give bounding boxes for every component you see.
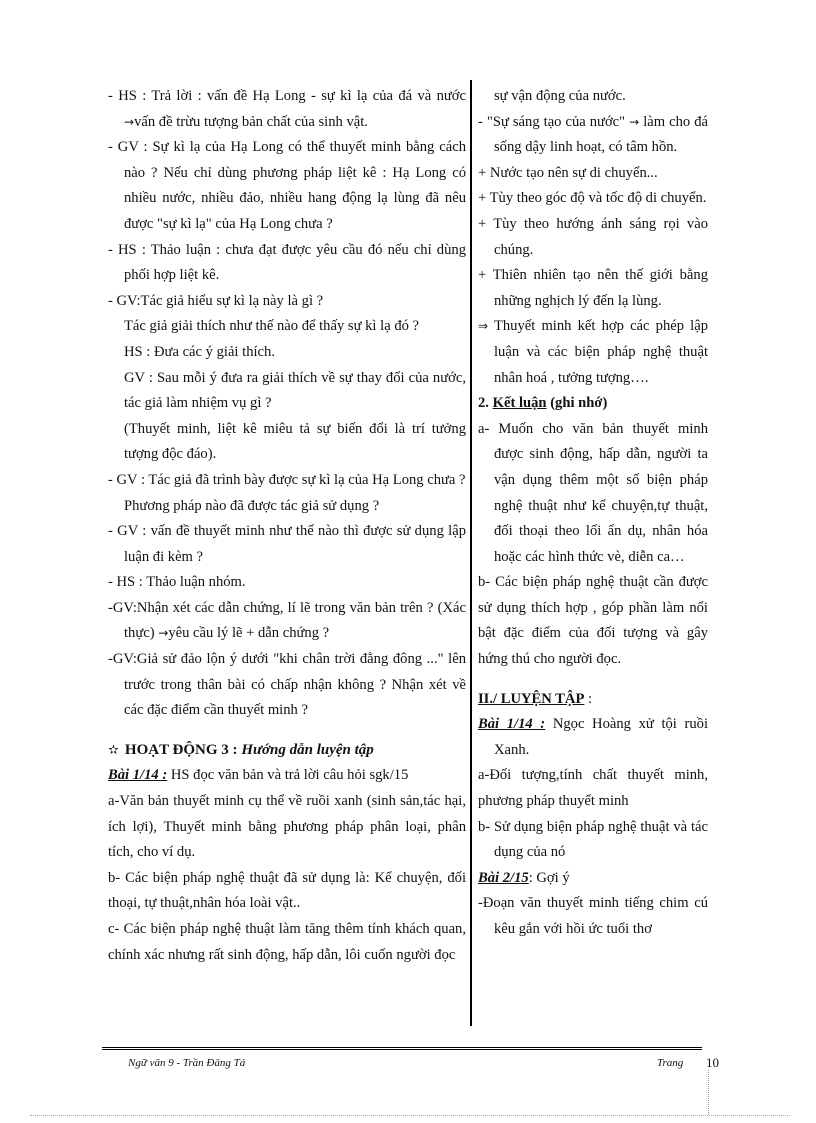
left-line-10: Phương pháp nào đã được tác giả sử dụng ?	[124, 497, 380, 514]
conclusion-b: b- Các biện pháp nghệ thuật cần được sử dụng thích hợp , góp phần làm nổi bật đặc điểm của đối tượng và gây hứng thú cho người đọc.	[478, 574, 708, 668]
left-line-14: -GV:Giả sử đảo lộn ý dưới "khi chân trời đằng đông ..." lên trước trong thân bài có chấp nhận không ? Nhận xét về các đặc điểm cần thuyết minh ?	[108, 651, 466, 719]
right-line-1: sự vận động của nước.	[494, 88, 626, 104]
left-line-13: -GV:Nhận xét các dẫn chứng, lí lẽ trong văn bản trên ? (Xác thực) →yêu cầu lý lẽ + dẫn chứng ?	[108, 599, 466, 642]
left-line-2: - GV : Sự kì lạ của Hạ Long có thể thuyết minh bằng cách nào ? Nếu chỉ dùng phương pháp liệt kê : Hạ Long có nhiều nước, nhiều đảo, nhiều hang động lạ lùng đã nêu được "sự kì lạ" của Hạ Long chưa ?	[108, 139, 466, 232]
left-exercise-item-a: a-Văn bản thuyết minh cụ thể về ruồi xanh (sinh sản,tác hại, ích lợi), Thuyết minh bằng phương pháp phân loại, phân tích, cho ví dụ.	[108, 793, 466, 861]
left-line-4: - GV:Tác giả hiểu sự kì lạ này là gì ?	[108, 292, 324, 309]
right-exercise-1-b: b- Sử dụng biện pháp nghệ thuật và tác dụng của nó	[478, 818, 708, 861]
right-line-4: + Tùy theo góc độ và tốc độ di chuyển.	[478, 190, 707, 207]
right-column	[478, 84, 708, 943]
left-line-3: - HS : Thảo luận : chưa đạt được yêu cầu đó nếu chỉ dùng phối hợp liệt kê.	[108, 241, 466, 284]
column-divider	[470, 80, 472, 1026]
left-line-1: - HS : Trả lời : vấn đề Hạ Long - sự kì lạ của đá và nước →vấn đề trừu tượng bản chất của sinh vật.	[108, 88, 466, 130]
right-line-5: + Tùy theo hướng ánh sáng rọi vào chúng.	[478, 215, 708, 258]
right-line-2: - "Sự sáng tạo của nước" → làm cho đá sống dậy linh hoạt, có tâm hồn.	[478, 113, 709, 156]
right-arrow-icon: →	[124, 114, 135, 129]
left-exercise-item-c: c- Các biện pháp nghệ thuật làm tăng thêm tính khách quan, chính xác nhưng rất sinh động, hấp dẫn, lôi cuốn người đọc	[108, 921, 466, 963]
star-icon: ✫	[108, 742, 119, 758]
left-exercise-1: Bài 1/14 : HS đọc văn bản và trả lời câu hỏi sgk/15	[108, 767, 409, 784]
activity-heading: ✫ HOẠT ĐỘNG 3 : Hướng dẫn luyện tập	[108, 741, 374, 758]
conclusion-heading: 2. Kết luận (ghi nhớ)	[478, 395, 608, 412]
page-margin-marker	[708, 1070, 709, 1115]
footer-rule	[102, 1047, 702, 1050]
page-bottom-edge	[30, 1115, 790, 1116]
practice-heading: II./ LUYỆN TẬP :	[478, 690, 593, 707]
right-exercise-2-line: -Đoạn văn thuyết minh tiếng chim cú kêu gắn với hồi ức tuổi thơ	[478, 895, 708, 937]
left-line-6: HS : Đưa các ý giải thích.	[124, 343, 275, 360]
conclusion-a: a- Muốn cho văn bản thuyết minh được sinh động, hấp dẫn, người ta vận dụng thêm một số biện pháp nghệ thuật như kể chuyện,tự thuật, đối thoại theo lối ẩn dụ, nhân hóa hoặc các hình thức vè, diễn ca…	[478, 420, 708, 565]
left-exercise-item-b: b- Các biện pháp nghệ thuật đã sử dụng là: Kể chuyện, đối thoại, tự thuật,nhân hóa loài vật..	[108, 869, 466, 912]
left-line-11: - GV : vấn đề thuyết minh như thế nào thì được sử dụng lập luận đi kèm ?	[108, 523, 466, 565]
right-exercise-1-a: a-Đối tượng,tính chất thuyết minh, phương pháp thuyết minh	[478, 767, 708, 810]
double-arrow-icon: ⇒	[478, 319, 489, 334]
left-line-5: Tác giả giải thích như thế nào để thấy sự kì lạ đó ?	[124, 318, 420, 335]
right-line-3: + Nước tạo nên sự di chuyển...	[478, 164, 658, 181]
right-line-7: ⇒ Thuyết minh kết hợp các phép lập luận và các biện pháp nghệ thuật nhân hoá , tưởng tượng….	[478, 318, 709, 386]
left-line-12: - HS : Thảo luận nhóm.	[108, 574, 246, 591]
left-line-7: GV : Sau mỗi ý đưa ra giải thích về sự thay đổi của nước, tác giả làm nhiệm vụ gì ?	[124, 369, 466, 412]
left-line-8: (Thuyết minh, liệt kê miêu tả sự biến đổi là trí tưởng tượng độc đáo).	[124, 420, 466, 463]
footer-book-title: Ngữ văn 9 - Trần Đăng Tá	[128, 1057, 246, 1069]
left-column	[108, 84, 466, 968]
page-number: 10	[706, 1055, 719, 1070]
right-line-6: + Thiên nhiên tạo nên thế giới bằng những nghịch lý đến lạ lùng.	[478, 267, 708, 309]
right-exercise-1: Bài 1/14 : Ngọc Hoàng xử tội ruồi Xanh.	[478, 716, 708, 758]
right-arrow-icon: →	[158, 626, 169, 641]
right-exercise-2: Bài 2/15: Gợi ý	[478, 869, 570, 886]
right-arrow-icon: →	[629, 114, 640, 129]
left-line-9: - GV : Tác giả đã trình bày được sự kì lạ của Hạ Long chưa ?	[108, 471, 466, 488]
footer-page-label: Trang	[657, 1057, 684, 1069]
